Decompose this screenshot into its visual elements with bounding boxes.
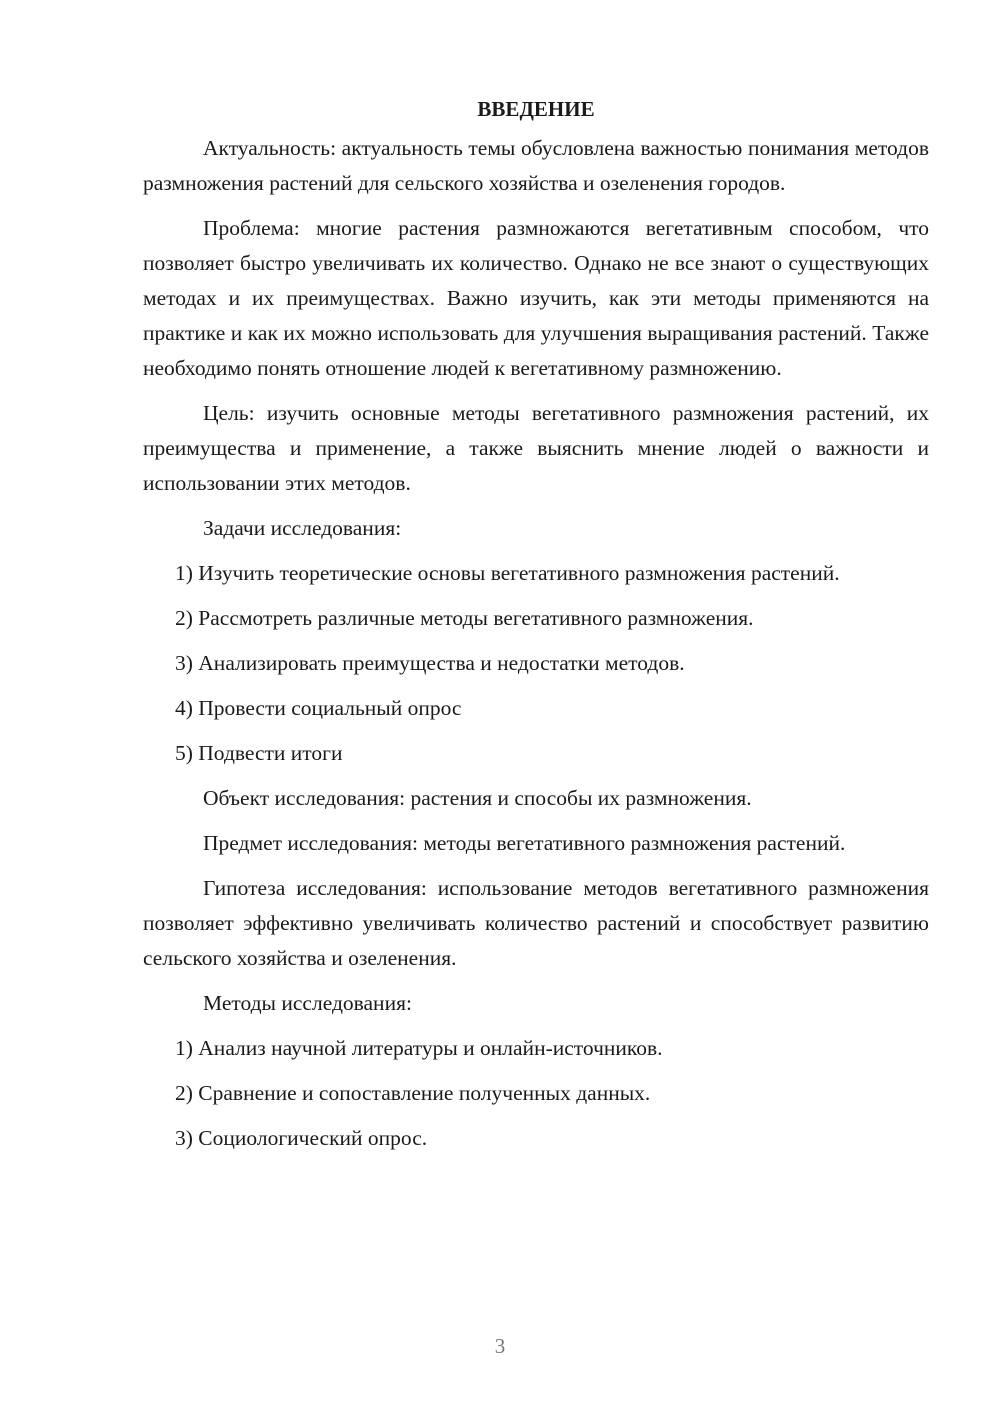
hypothesis-paragraph: Гипотеза исследования: использование методов вегетативного размножения позволяет эффективно увеличивать количество растений и способствует развитию сельского хозяйства и озеленения. — [143, 876, 929, 970]
method-item: 2) Сравнение и сопоставление полученных данных. — [175, 1081, 651, 1105]
subject-paragraph: Предмет исследования: методы вегетативного размножения растений. — [203, 831, 846, 855]
page-content — [143, 92, 929, 1166]
method-item: 3) Социологический опрос. — [175, 1126, 428, 1150]
tasks-title: Задачи исследования: — [203, 516, 402, 540]
task-item: 4) Провести социальный опрос — [175, 696, 462, 720]
task-item: 2) Рассмотреть различные методы вегетативного размножения. — [175, 606, 754, 630]
goal-paragraph: Цель: изучить основные методы вегетативного размножения растений, их преимущества и применение, а также выяснить мнение людей о важности и использовании этих методов. — [143, 401, 929, 495]
task-item: 1) Изучить теоретические основы вегетативного размножения растений. — [175, 561, 840, 585]
object-paragraph: Объект исследования: растения и способы их размножения. — [203, 786, 752, 810]
task-item: 3) Анализировать преимущества и недостатки методов. — [175, 651, 685, 675]
page-number: 3 — [494, 1334, 506, 1358]
relevance-paragraph: Актуальность: актуальность темы обусловлена важностью понимания методов размножения растений для сельского хозяйства и озеленения городов. — [143, 136, 929, 195]
problem-paragraph: Проблема: многие растения размножаются вегетативным способом, что позволяет быстро увеличивать их количество. Однако не все знают о существующих методах и их преимуществах. Важно изучить, как эти методы применяются на практике и как их можно использовать для улучшения выращивания растений. Также необходимо понять отношение людей к вегетативному размножению. — [143, 216, 929, 380]
method-item: 1) Анализ научной литературы и онлайн-источников. — [175, 1036, 663, 1060]
methods-title: Методы исследования: — [203, 991, 412, 1015]
page-title: ВВЕДЕНИЕ — [477, 97, 595, 121]
task-item: 5) Подвести итоги — [175, 741, 343, 765]
